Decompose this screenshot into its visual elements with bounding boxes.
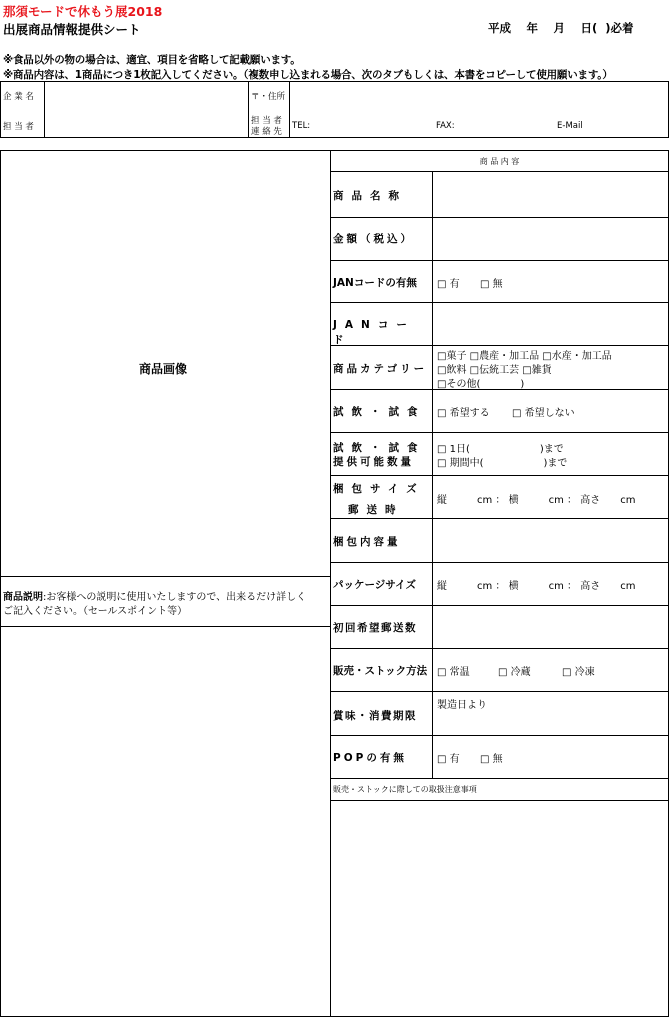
tasting-qty-period[interactable]: □ 期間中( )まで <box>437 458 568 469</box>
sheet-title: 出展商品情報提供シート <box>3 22 141 37</box>
product-name-label: 商品名称 <box>333 190 407 202</box>
tel-label: TEL: <box>292 121 311 131</box>
storage-frozen[interactable]: □ 冷凍 <box>562 667 595 678</box>
fax-label: FAX: <box>436 121 455 131</box>
first-ship-label: 初回希望郵送数 <box>333 622 417 634</box>
tasting-label: 試飲・試食 <box>333 406 426 418</box>
product-description-label: 商品説明:お客様への説明に使用いたしますので、出来るだけ詳しく ご記入ください。（セールスポイント等） <box>3 592 307 617</box>
tasting-no[interactable]: □ 希望しない <box>512 408 575 419</box>
storage-label: 販売・ストック方法 <box>333 665 428 677</box>
package-size-label: パッケージサイズ <box>333 579 416 591</box>
tasting-want[interactable]: □ 希望する <box>437 408 490 419</box>
handling-notes-field[interactable] <box>331 801 668 1016</box>
expiry-label: 賞味・消費期限 <box>333 710 417 722</box>
jan-has-label: JANコードの有無 <box>333 277 417 289</box>
pop-no[interactable]: □ 無 <box>480 754 503 765</box>
contact-label-1: 担 当 者 <box>251 116 282 126</box>
pack-content-field[interactable] <box>433 519 668 561</box>
expiry-value[interactable]: 製造日より <box>437 700 487 711</box>
address-label: 〒・住所 <box>251 92 286 102</box>
tasting-qty-label-2: 提供可能数量 <box>333 456 414 468</box>
jan-has-no[interactable]: □ 無 <box>480 279 503 290</box>
category-line-2[interactable]: □飲料 □伝統工芸 □雑貨 <box>437 365 552 376</box>
pack-size-value[interactable]: 縦 cm ： 横 cm ： 高さ cm <box>437 495 636 506</box>
package-size-value[interactable]: 縦 cm ： 横 cm ： 高さ cm <box>437 581 636 592</box>
address-field[interactable] <box>290 82 668 112</box>
price-field[interactable] <box>433 218 668 259</box>
company-name-label: 企 業 名 <box>3 92 34 102</box>
event-title: 那須モードで休もう展2018 <box>3 4 163 19</box>
price-label: 金額（税込） <box>333 233 414 245</box>
note-1: ※食品以外の物の場合は、適宜、項目を省略して記載願います。 <box>3 54 301 66</box>
handling-notes-label: 販売・ストックに際しての取扱注意事項 <box>333 785 477 794</box>
category-line-3[interactable]: □その他( ) <box>437 379 525 390</box>
first-ship-field[interactable] <box>433 606 668 647</box>
storage-room-temp[interactable]: □ 常温 <box>437 667 470 678</box>
product-name-field[interactable] <box>433 172 668 216</box>
pack-size-label-1: 梱包サイズ <box>333 483 425 495</box>
jan-has-yes[interactable]: □ 有 <box>437 279 460 290</box>
note-2: ※商品内容は、1商品につき1枚記入してください。（複数申し込まれる場合、次のタブもしくは、本書をコピーして使用願います。） <box>3 69 613 81</box>
pop-label: POPの有無 <box>333 752 407 764</box>
email-label: E-Mail <box>557 121 583 131</box>
product-content-header: 商 品 内 容 <box>479 157 520 166</box>
category-line-1[interactable]: □菓子 □農産・加工品 □水産・加工品 <box>437 351 612 362</box>
date-deadline: 平成 年 月 日( )必着 <box>488 21 634 35</box>
product-image-label: 商品画像 <box>139 362 188 376</box>
jan-code-field[interactable] <box>433 303 668 344</box>
pack-size-label-2: 郵送時 <box>348 504 404 516</box>
pop-yes[interactable]: □ 有 <box>437 754 460 765</box>
tasting-qty-day[interactable]: □ 1日( )まで <box>437 444 564 455</box>
contact-label-2: 連 絡 先 <box>251 127 282 137</box>
tasting-qty-label-1: 試飲・試食 <box>333 442 426 454</box>
storage-chilled[interactable]: □ 冷蔵 <box>498 667 531 678</box>
category-label: 商品カテゴリー <box>333 363 428 375</box>
person-label: 担 当 者 <box>3 122 34 132</box>
jan-code-label: JANコード <box>333 319 415 346</box>
company-name-field[interactable] <box>45 82 247 137</box>
pack-content-label: 梱包内容量 <box>333 536 401 548</box>
product-description-field[interactable] <box>1 627 329 1016</box>
